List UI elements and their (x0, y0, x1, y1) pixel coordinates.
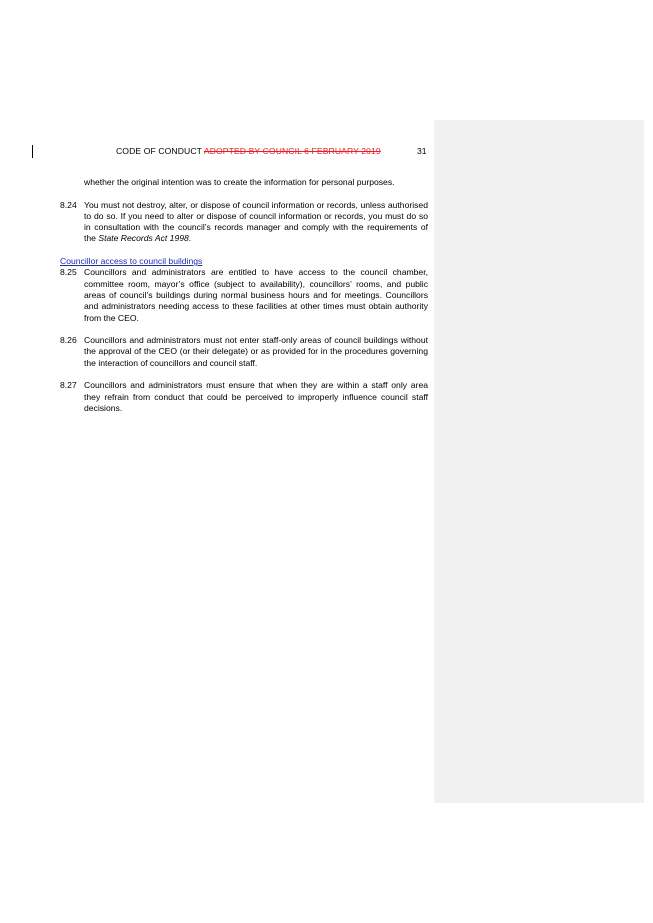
header-title: CODE OF CONDUCT (116, 146, 202, 156)
clause-8-26 (60, 335, 428, 369)
document-body (60, 177, 428, 426)
act-title: State Records Act 1998 (98, 233, 189, 244)
change-bar (32, 145, 33, 158)
continuation-paragraph: whether the original intention was to create the information for personal purposes. (84, 177, 395, 187)
clause-text (84, 200, 428, 245)
clause-number: 8.25 (60, 267, 77, 278)
clause-8-25 (60, 267, 428, 323)
clause-text: Councillors and administrators must not enter staff-only areas of council buildings without the approval of the CEO (or their delegate) or as provided for in the procedures governing the interaction of councillors and council staff. (84, 335, 428, 368)
clause-text: Councillors and administrators are entitled to have access to the council chamber, committee room, mayor’s office (subject to availability), councillors’ rooms, and public areas of council’s buildings during normal business hours and for meetings. Councillors and administrators needing access to these facilities at other times must obtain authority from the CEO. (84, 267, 428, 323)
comment-pane (434, 120, 644, 803)
page-header (116, 146, 381, 156)
clause-8-24 (60, 200, 428, 245)
clause-number: 8.24 (60, 199, 77, 210)
clause-text: Councillors and administrators must ensure that when they are within a staff only area they refrain from conduct that could be perceived to improperly influence council staff decisions. (84, 380, 428, 413)
clause-text-before: You must not destroy, alter, or dispose of council information or records, unless authorised to do so. If you need to alter or dispose of council information or records, you must do so in consultation with the council’s records manager and comply with the requirements of the (84, 199, 428, 244)
section-heading[interactable]: Councillor access to council buildings (60, 256, 203, 267)
clause-8-27 (60, 380, 428, 414)
page-number: 31 (417, 146, 427, 156)
header-deleted-text: ADOPTED BY COUNCIL 6 FEBRUARY 2019 (203, 146, 381, 156)
clause-number: 8.26 (60, 335, 77, 346)
clause-number: 8.27 (60, 380, 77, 391)
clause-text-after: . (188, 233, 192, 244)
